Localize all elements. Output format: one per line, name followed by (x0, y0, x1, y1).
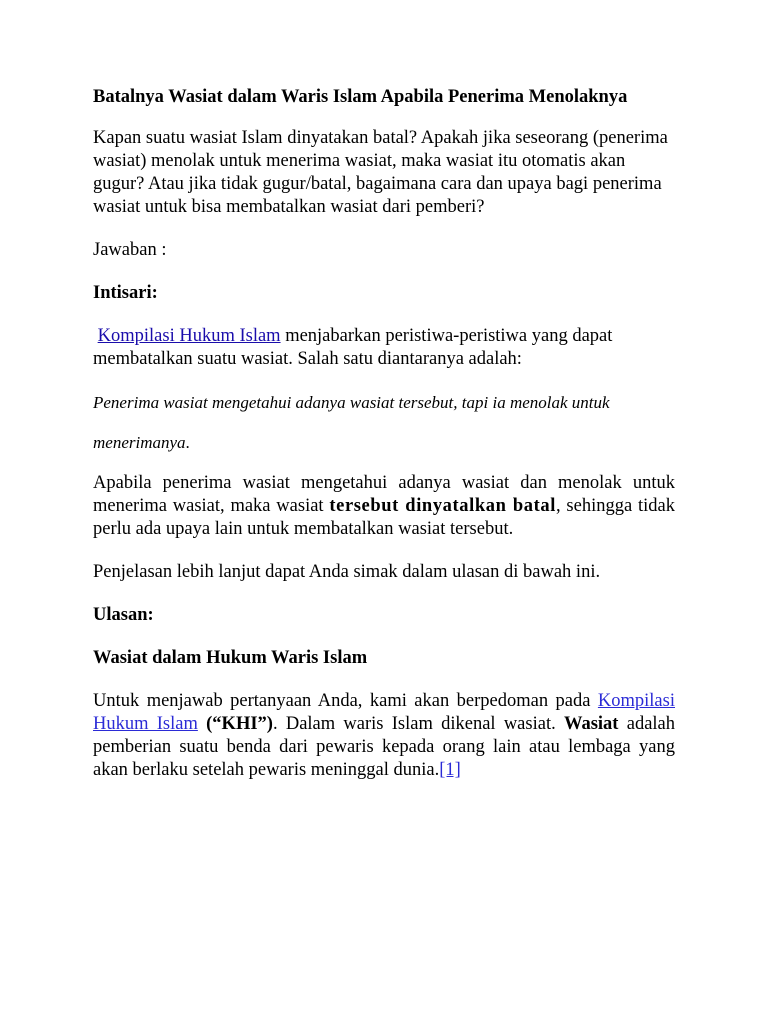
intisari-text: menjabarkan peristiwa-peristiwa yang dapat membatalkan suatu wasiat. Salah satu diantaranya adalah: (93, 326, 613, 369)
document-page (93, 86, 675, 802)
khi-abbrev: (“KHI”) (197, 714, 273, 734)
khi-link[interactable]: Kompilasi Hukum Islam (97, 326, 281, 346)
intisari-paragraph (93, 325, 675, 371)
ulasan-heading: Ulasan: (93, 605, 154, 625)
quote-period: . (185, 433, 190, 452)
quote-line-1: Penerima wasiat mengetahui adanya wasiat tersebut, tapi ia menolak untuk (93, 393, 610, 412)
wasiat-text-1: Untuk menjawab pertanyaan Anda, kami akan berpedoman pada (93, 691, 598, 711)
section-heading: Wasiat dalam Hukum Waris Islam (93, 648, 368, 668)
wasiat-term: Wasiat (563, 714, 619, 734)
wasiat-paragraph (93, 690, 675, 782)
explanation-text-2: , sehingga tidak perlu ada upaya lain untuk membatalkan wasiat tersebut. (93, 496, 675, 539)
explanation-text-1: Apabila penerima wasiat mengetahui adanya wasiat dan menolak untuk menerima wasiat, maka wasiat (93, 473, 675, 516)
wasiat-text-3: adalah pemberian suatu benda dari pewaris kepada orang lain atau lembaga yang akan berlaku setelah pewaris meninggal dunia. (93, 714, 676, 780)
explanation-bold: tersebut dinyatalkan batal (329, 496, 556, 516)
answer-label: Jawaban : (93, 240, 167, 260)
explanation-paragraph (93, 472, 675, 541)
further-paragraph: Penjelasan lebih lanjut dapat Anda simak dalam ulasan di bawah ini. (93, 562, 601, 582)
khi-link-2[interactable]: Kompilasi Hukum Islam (93, 691, 675, 734)
intisari-heading: Intisari: (93, 283, 158, 303)
quote-line-2 (93, 431, 675, 454)
footnote-link[interactable]: [1] (439, 760, 461, 780)
quote-text-2: menerimanya (93, 433, 186, 452)
document-title: Batalnya Wasiat dalam Waris Islam Apabila Penerima Menolaknya (93, 87, 628, 107)
wasiat-text-2: . Dalam waris Islam dikenal wasiat. (272, 714, 564, 734)
question-paragraph: Kapan suatu wasiat Islam dinyatakan batal? Apakah jika seseorang (penerima wasiat) menolak untuk menerima wasiat, maka wasiat itu otomatis akan gugur? Atau jika tidak gugur/batal, bagaimana cara dan upaya bagi penerima wasiat untuk bisa membatalkan wasiat dari pemberi? (93, 128, 668, 217)
